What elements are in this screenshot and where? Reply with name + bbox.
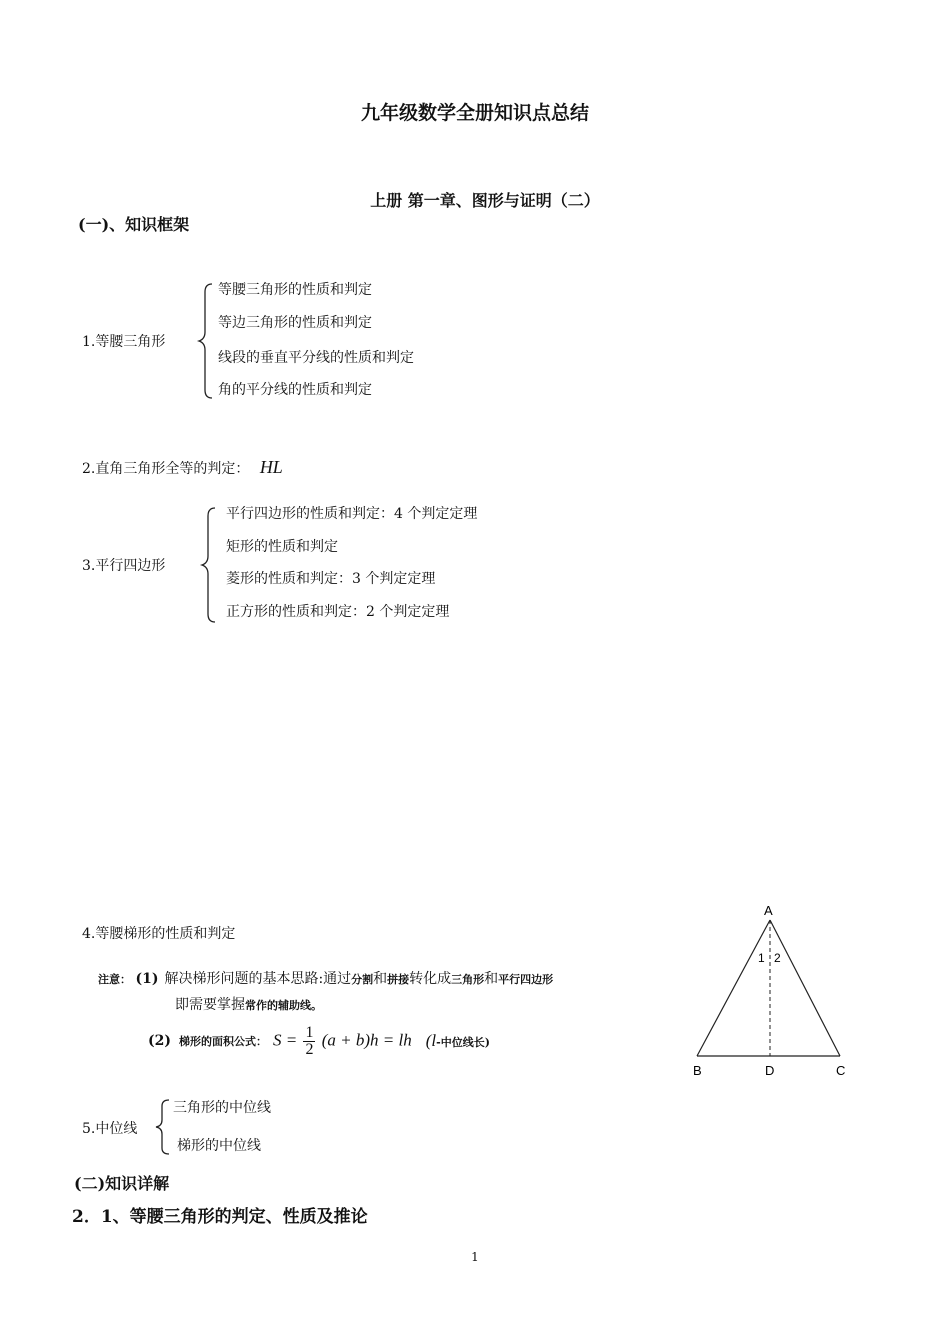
chapter-heading: 上册 第一章、图形与证明（二） (370, 191, 600, 210)
item2-text: 2.直角三角形全等的判定： (82, 461, 250, 477)
item3-brace (199, 506, 221, 624)
item3-branch-1: 平行四边形的性质和判定：4 个判定定理 (226, 506, 478, 522)
item1-branch-1: 等腰三角形的性质和判定 (218, 282, 372, 298)
note1-text-a: 解决梯形问题的基本思路:通过 (164, 971, 352, 987)
item1-branch-4: 角的平分线的性质和判定 (218, 382, 372, 398)
item5-branch-2: 梯形的中位线 (177, 1138, 261, 1154)
label-c: C (836, 1063, 846, 1078)
formula-note-l: (l (425, 1031, 437, 1050)
formula-lhs: S = (273, 1029, 298, 1049)
item5-brace (152, 1098, 174, 1156)
item2-label (82, 457, 283, 478)
note1-line2-a: 即需要掌握 (175, 997, 245, 1013)
note2-label: 梯形的面积公式： (179, 1035, 267, 1048)
formula-rhs: (a + b)h = lh (321, 1029, 412, 1049)
formula-note-rest: -中位线长) (436, 1036, 490, 1049)
angle-1: 1 (758, 951, 765, 965)
label-b: B (693, 1063, 702, 1078)
note1-number: (1) (135, 971, 159, 987)
note1-line1 (98, 968, 688, 988)
formula-numerator: 1 (305, 1023, 314, 1041)
item1-branch-3: 线段的垂直平分线的性质和判定 (218, 350, 414, 366)
item3-branch-4: 正方形的性质和判定：2 个判定定理 (226, 604, 450, 620)
item5-branch-1: 三角形的中位线 (173, 1100, 271, 1116)
note1-text-b: 分割 (351, 973, 374, 986)
note1-text-d: 拼接 (387, 973, 410, 986)
item1-branch-2: 等边三角形的性质和判定 (218, 315, 372, 331)
note-label: 注意： (98, 973, 131, 986)
page-number: 1 (471, 1250, 479, 1264)
note1-line2 (175, 994, 322, 1014)
formula-fraction (303, 1025, 315, 1058)
note1-text-f: 三角形 (451, 973, 485, 986)
side-ac (770, 920, 840, 1056)
item5-label: 5.中位线 (82, 1121, 138, 1137)
label-d: D (765, 1063, 775, 1078)
note1-text-c: 和 (373, 971, 388, 987)
angle-2: 2 (774, 951, 781, 965)
item4-label: 4.等腰梯形的性质和判定 (82, 926, 236, 942)
item1-label: 1.等腰三角形 (82, 334, 166, 350)
item2-value: HL (259, 457, 283, 477)
label-a: A (764, 903, 773, 918)
item3-label: 3.平行四边形 (82, 558, 166, 574)
formula-note (426, 1031, 490, 1051)
subsection-heading: 2．1、等腰三角形的判定、性质及推论 (72, 1207, 368, 1227)
area-formula (273, 1025, 412, 1058)
doc-title: 九年级数学全册知识点总结 (360, 102, 589, 124)
formula-denominator: 2 (305, 1040, 314, 1058)
item3-branch-3: 菱形的性质和判定：3 个判定定理 (226, 571, 436, 587)
item3-branch-2: 矩形的性质和判定 (226, 539, 338, 555)
section1-heading: (一)、知识框架 (78, 215, 190, 234)
isosceles-triangle-figure (685, 898, 860, 1083)
note2-line (148, 1018, 490, 1064)
note1-text-g: 和 (484, 971, 499, 987)
note1-text-h: 平行四边形 (498, 973, 554, 986)
side-ab (697, 920, 770, 1056)
section2-heading: (二)知识详解 (74, 1174, 170, 1193)
item1-brace (196, 282, 218, 400)
note2-number: (2) (148, 1033, 171, 1049)
note1-text-e: 转化成 (409, 971, 452, 987)
note1-line2-b: 常作的辅助线。 (245, 999, 322, 1012)
